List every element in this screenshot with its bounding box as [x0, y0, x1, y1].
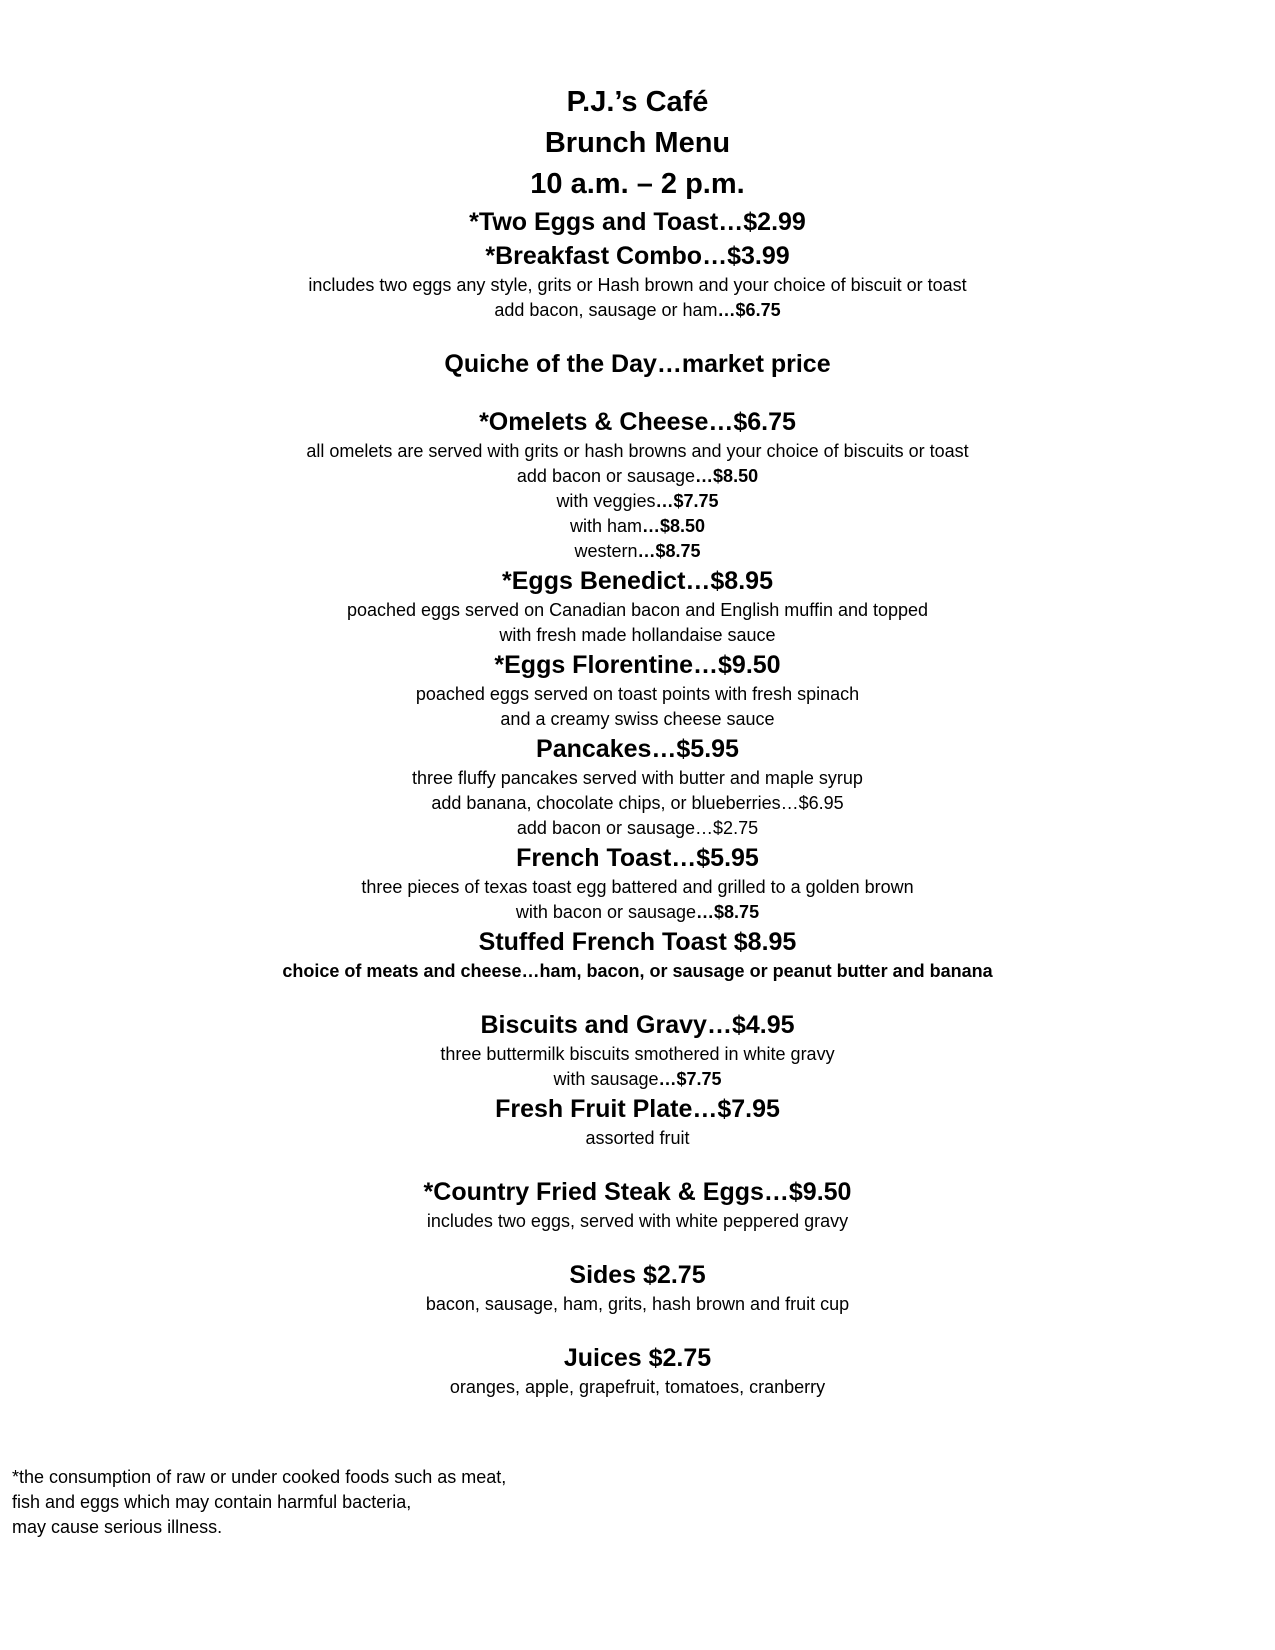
item-fruit-plate-desc: assorted fruit: [585, 1128, 690, 1148]
option-price: …$8.50: [695, 466, 759, 486]
option-text: add bacon or sausage: [516, 466, 696, 486]
addon-text: add bacon, sausage or ham: [494, 300, 718, 320]
omelet-option: [0, 464, 1275, 489]
item-pancakes-title: Pancakes…$5.95: [536, 735, 739, 763]
addon-price: …$7.75: [658, 1069, 722, 1089]
footnote-line: *the consumption of raw or under cooked foods such as meat,: [12, 1467, 507, 1487]
option-text: with veggies: [556, 491, 656, 511]
item-biscuits-gravy-addon: [0, 1067, 1275, 1092]
item-eggs-benedict-desc: poached eggs served on Canadian bacon and English muffin and topped: [346, 600, 929, 620]
item-french-toast-title: French Toast…$5.95: [516, 844, 759, 872]
addon-text: with sausage: [553, 1069, 659, 1089]
item-quiche-title: Quiche of the Day…market price: [444, 350, 831, 378]
item-two-eggs-title: *Two Eggs and Toast…$2.99: [469, 208, 806, 236]
item-breakfast-combo-addon: [0, 298, 1275, 323]
addon-price: …$6.75: [717, 300, 781, 320]
item-country-fried-steak-title: *Country Fried Steak & Eggs…$9.50: [423, 1178, 852, 1206]
item-sides-title: Sides $2.75: [569, 1261, 706, 1289]
option-text: with ham: [569, 516, 642, 536]
omelet-option: [0, 514, 1275, 539]
menu-hours: 10 a.m. – 2 p.m.: [530, 168, 745, 200]
item-eggs-florentine-desc: and a creamy swiss cheese sauce: [500, 709, 775, 729]
health-warning-footnote: [12, 1465, 712, 1540]
footnote-line: fish and eggs which may contain harmful bacteria,: [12, 1492, 412, 1512]
item-eggs-benedict-desc: with fresh made hollandaise sauce: [499, 625, 776, 645]
menu-name: Brunch Menu: [544, 127, 731, 159]
item-breakfast-combo-desc: includes two eggs any style, grits or Hash brown and your choice of biscuit or toast: [308, 275, 967, 295]
omelet-option: [0, 539, 1275, 564]
omelet-option: [0, 489, 1275, 514]
footnote-line: may cause serious illness.: [12, 1517, 223, 1537]
item-country-fried-steak-desc: includes two eggs, served with white peppered gravy: [426, 1211, 849, 1231]
item-pancakes-desc: three fluffy pancakes served with butter and maple syrup: [412, 768, 863, 788]
addon-price: …$8.75: [696, 902, 760, 922]
addon-text: with bacon or sausage: [515, 902, 697, 922]
item-french-toast-addon: [0, 900, 1275, 925]
option-price: …$8.50: [641, 516, 706, 536]
item-fruit-plate-title: Fresh Fruit Plate…$7.95: [495, 1095, 780, 1123]
item-eggs-florentine-desc: poached eggs served on toast points with fresh spinach: [415, 684, 860, 704]
cafe-name: P.J.’s Café: [566, 86, 709, 118]
option-price: …$7.75: [655, 491, 719, 511]
item-pancakes-desc: add bacon or sausage…$2.75: [516, 818, 759, 838]
item-breakfast-combo-title: *Breakfast Combo…$3.99: [485, 242, 790, 270]
item-eggs-benedict-title: *Eggs Benedict…$8.95: [502, 567, 773, 595]
item-sides-desc: bacon, sausage, ham, grits, hash brown and fruit cup: [425, 1294, 850, 1314]
item-eggs-florentine-title: *Eggs Florentine…$9.50: [494, 651, 781, 679]
item-pancakes-desc: add banana, chocolate chips, or blueberries…$6.95: [431, 793, 844, 813]
item-biscuits-gravy-desc: three buttermilk biscuits smothered in white gravy: [440, 1044, 835, 1064]
item-stuffed-french-toast-desc: choice of meats and cheese…ham, bacon, or sausage or peanut butter and banana: [282, 961, 993, 981]
option-text: western: [574, 541, 638, 561]
item-omelets-title: *Omelets & Cheese…$6.75: [479, 408, 796, 436]
item-omelets-desc: all omelets are served with grits or hash browns and your choice of biscuits or toast: [306, 441, 969, 461]
item-biscuits-gravy-title: Biscuits and Gravy…$4.95: [480, 1011, 795, 1039]
item-juices-title: Juices $2.75: [563, 1344, 712, 1372]
option-price: …$8.75: [637, 541, 701, 561]
item-stuffed-french-toast-title: Stuffed French Toast $8.95: [478, 928, 797, 956]
item-french-toast-desc: three pieces of texas toast egg battered and grilled to a golden brown: [361, 877, 914, 897]
item-juices-desc: oranges, apple, grapefruit, tomatoes, cranberry: [449, 1377, 826, 1397]
brunch-menu: [0, 82, 1275, 1400]
